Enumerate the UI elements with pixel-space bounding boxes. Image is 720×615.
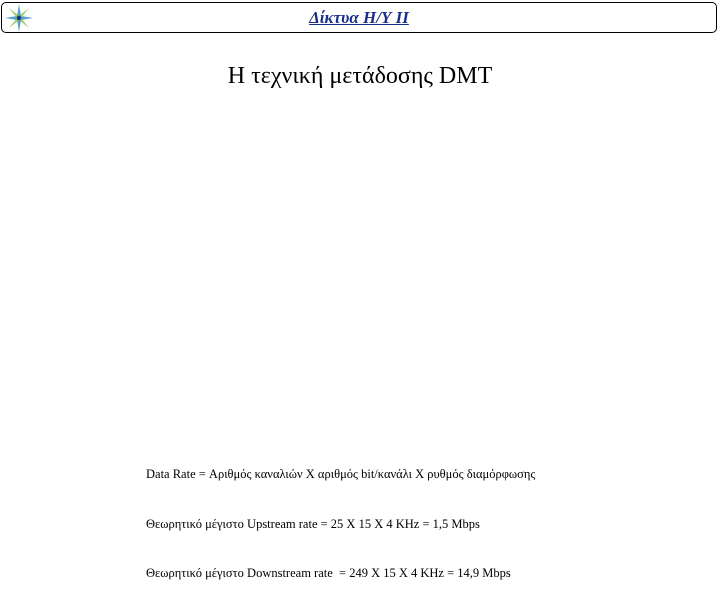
data-rate-line: Data Rate = Αριθμός καναλιών Χ αριθμός bit/κανάλι Χ ρυθμός διαμόρφωσης (146, 467, 536, 481)
star-compass-logo-icon (3, 2, 35, 34)
header-title: Δίκτυα Η/Υ ΙΙ (309, 8, 409, 27)
slide-title: Η τεχνική μετάδοσης DMT (227, 63, 493, 89)
header-bar (1, 2, 717, 33)
upstream-rate-line: Θεωρητικό μέγιστο Upstream rate = 25 X 15 X 4 KHz = 1,5 Mbps (146, 516, 480, 531)
formula-block (146, 433, 535, 615)
downstream-rate-line: Θεωρητικό μέγιστο Downstream rate = 249 X 15 X 4 KHz = 14,9 Mbps (146, 566, 511, 580)
